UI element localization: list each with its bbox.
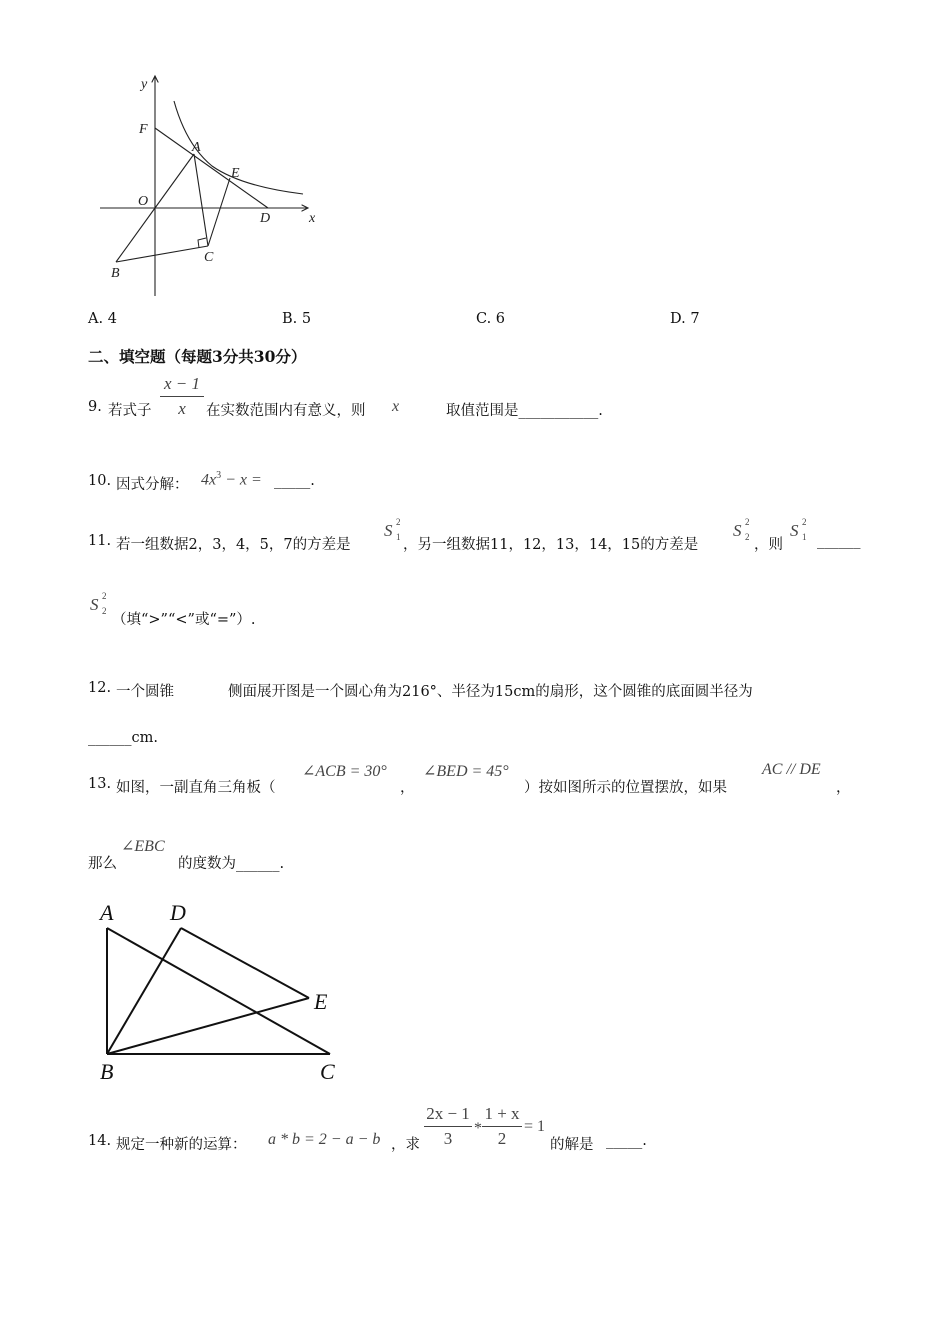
- q11-line2: （填“>”“<”或“=”）.: [112, 612, 256, 628]
- option-a[interactable]: [88, 311, 117, 327]
- q9-fraction: [160, 374, 204, 419]
- q14-equals: = 1: [524, 1118, 546, 1135]
- q14-f1-den: 3: [443, 1129, 453, 1148]
- option-d[interactable]: [670, 311, 700, 327]
- label-E: E: [231, 166, 240, 181]
- q13-comma: ，: [400, 780, 415, 796]
- q13-line2-pre: 那么: [88, 856, 117, 872]
- q9-frac-num: x − 1: [163, 374, 201, 393]
- q11-text1: 若一组数据2，3，4，5，7的方差是: [116, 537, 351, 553]
- q11-s2-sub: 2: [745, 532, 750, 542]
- q11-s1-sup: 2: [396, 517, 401, 527]
- q13-angle2: ∠BED = 45°: [423, 763, 509, 780]
- q11-s1-sub: 1: [396, 532, 401, 542]
- q11-s2l-sub: 2: [102, 606, 107, 616]
- q13-text1: 如图，一副直角三角板（: [116, 780, 276, 796]
- label-y: y: [141, 77, 148, 92]
- q11-s1-repeat: [790, 517, 807, 542]
- label-C: C: [204, 250, 214, 265]
- q13-angle3: ∠EBC: [121, 838, 165, 855]
- label-A: A: [192, 140, 201, 155]
- q9-pre: 若式子: [108, 403, 152, 419]
- option-b-value: 5: [301, 311, 312, 327]
- option-c[interactable]: [476, 311, 505, 327]
- q11-text3: ，则: [754, 537, 783, 553]
- q9-mid: 在实数范围内有意义，则: [206, 403, 366, 419]
- label-D: D: [170, 900, 186, 925]
- label-F: F: [139, 122, 148, 137]
- q14-text2: ，求: [391, 1137, 420, 1153]
- q14-fraction2: [482, 1104, 522, 1149]
- q12-text2: 侧面展开图是一个圆心角为216°、半径为15cm的扇形，这个圆锥的底面圆半径为: [228, 684, 753, 700]
- q13-comma2: ，: [836, 780, 851, 796]
- label-B: B: [100, 1059, 114, 1084]
- q9-post: 取值范围是___________.: [446, 403, 603, 419]
- option-c-letter: C.: [476, 311, 492, 327]
- q10-expr-a: 4x: [201, 471, 217, 489]
- q14-f1-num: 2x − 1: [426, 1104, 470, 1123]
- q11-s1r-sub: 1: [802, 532, 807, 542]
- q14-blank: _____.: [606, 1133, 647, 1149]
- q11-s1-letter: S: [384, 521, 393, 540]
- q10-number: 10.: [88, 473, 112, 489]
- q13-number: 13.: [88, 776, 112, 792]
- label-E: E: [314, 989, 328, 1014]
- q13-angle1: ∠ACB = 30°: [302, 763, 387, 780]
- q14-star: *: [474, 1120, 482, 1137]
- segment-DE: [181, 928, 309, 998]
- q14-f2-den: 2: [497, 1129, 507, 1148]
- q10-expr-b: − x =: [221, 471, 262, 489]
- option-a-letter: A.: [88, 311, 104, 327]
- q11-s2: [733, 517, 750, 542]
- line-FD: [155, 128, 268, 208]
- segment-CE: [208, 178, 230, 246]
- q10-expr-exp: 3: [216, 470, 222, 481]
- q13-line2-post: 的度数为______.: [178, 856, 285, 872]
- figure-coordinate-plot: [90, 68, 330, 308]
- section-heading: 二、填空题（每题3分共30分）: [88, 347, 307, 366]
- q14-number: 14.: [88, 1133, 112, 1149]
- q12-text1: 一个圆锥: [116, 684, 174, 700]
- option-a-value: 4: [107, 311, 117, 327]
- q14-f2-num: 1 + x: [484, 1104, 520, 1123]
- q11-s1r-sup: 2: [802, 517, 807, 527]
- label-x: x: [309, 211, 316, 226]
- q11-s2-letter: S: [733, 521, 742, 540]
- q12-number: 12.: [88, 680, 112, 696]
- q11-s1r-letter: S: [790, 521, 799, 540]
- segment-OA: [155, 154, 194, 208]
- q9-var: x: [392, 398, 400, 415]
- q13-text2: ）按如图所示的位置摆放，如果: [524, 780, 727, 796]
- segment-AC: [194, 154, 208, 246]
- option-d-value: 7: [690, 311, 700, 327]
- q10-pre: 因式分解：: [116, 477, 189, 493]
- q14-definition: a * b = 2 − a − b: [268, 1131, 381, 1148]
- segment-BC: [116, 246, 208, 262]
- q14-fraction1: [424, 1104, 472, 1149]
- option-d-letter: D.: [670, 311, 686, 327]
- label-B: B: [111, 266, 120, 281]
- q11-blank: ______: [817, 533, 861, 549]
- q14-text1: 规定一种新的运算：: [116, 1137, 247, 1153]
- option-b-letter: B.: [282, 311, 298, 327]
- q9-number: 9.: [88, 399, 102, 415]
- segment-BD: [107, 928, 181, 1054]
- q12-line2: ______cm.: [88, 730, 158, 746]
- q11-s2l-letter: S: [90, 595, 99, 614]
- q11-number: 11.: [88, 533, 112, 549]
- q10-expression: [201, 470, 262, 489]
- q11-s2l-sup: 2: [102, 591, 107, 601]
- q14-text3: 的解是: [550, 1137, 594, 1153]
- q11-s2-sup: 2: [745, 517, 750, 527]
- q11-text2: ，另一组数据11，12，13，14，15的方差是: [403, 537, 699, 553]
- q10-blank: _____.: [274, 473, 315, 489]
- label-D: D: [260, 211, 271, 226]
- label-A: A: [100, 900, 114, 925]
- label-O: O: [138, 194, 149, 209]
- option-c-value: 6: [495, 311, 506, 327]
- label-C: C: [320, 1059, 335, 1084]
- q11-s2-line2: [90, 591, 107, 616]
- q13-parallel: AC // DE: [762, 761, 821, 778]
- segment-OB: [116, 208, 155, 262]
- q9-frac-den: x: [178, 399, 186, 418]
- q11-s1: [384, 517, 401, 542]
- figure-triangles: [95, 895, 345, 1085]
- option-b[interactable]: [282, 311, 311, 327]
